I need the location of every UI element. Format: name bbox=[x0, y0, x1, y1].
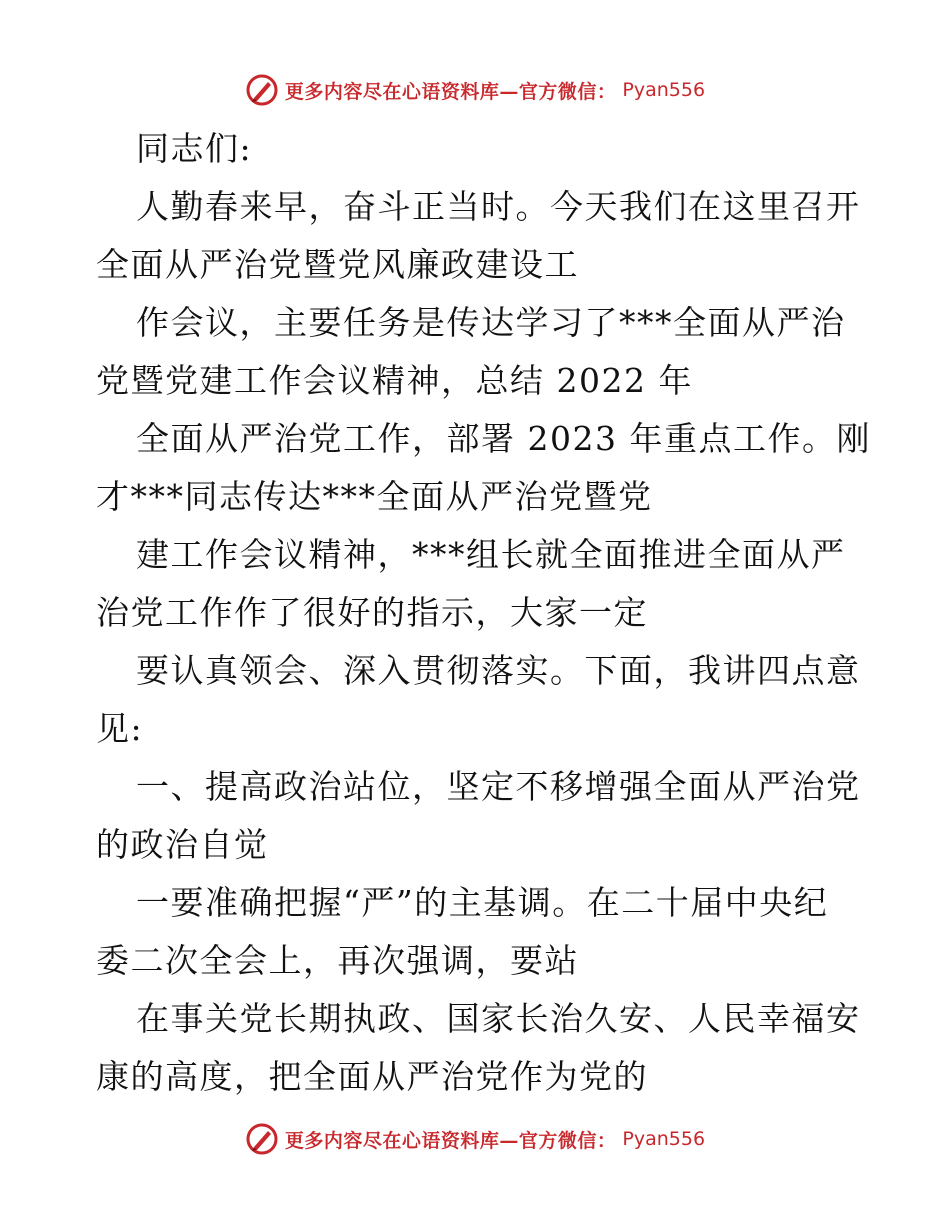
paragraph-line: 才***同志传达***全面从严治党暨党 bbox=[96, 477, 653, 516]
pen-logo-icon bbox=[245, 73, 279, 107]
watermark-handle: Pyan556 bbox=[622, 79, 706, 101]
watermark-footer bbox=[0, 1119, 950, 1159]
paragraph-line: 建工作会议精神，***组长就全面推进全面从严 bbox=[136, 535, 846, 574]
paragraph-line: 委二次全会上，再次强调，要站 bbox=[96, 941, 579, 980]
paragraph-line: 作会议，主要任务是传达学习了***全面从严治 bbox=[136, 303, 846, 342]
paragraph-line: 治党工作作了很好的指示，大家一定 bbox=[96, 593, 648, 632]
heading-line: 的政治自觉 bbox=[96, 825, 269, 864]
pen-logo-icon bbox=[245, 1122, 279, 1156]
watermark-handle: Pyan556 bbox=[622, 1128, 706, 1150]
paragraph-line: 同志们: bbox=[136, 129, 253, 168]
heading-line: 一、提高政治站位，坚定不移增强全面从严治党 bbox=[136, 767, 861, 806]
paragraph-line: 见: bbox=[96, 709, 144, 748]
speech-body bbox=[96, 120, 871, 1106]
paragraph-line: 全面从严治党暨党风廉政建设工 bbox=[96, 245, 579, 284]
watermark-header bbox=[0, 70, 950, 110]
paragraph-line: 人勤春来早，奋斗正当时。今天我们在这里召开 bbox=[136, 187, 861, 226]
paragraph-line: 党暨党建工作会议精神，总结 2022 年 bbox=[96, 361, 693, 400]
paragraph-line: 要认真领会、深入贯彻落实。下面，我讲四点意 bbox=[136, 651, 861, 690]
paragraph-line: 康的高度，把全面从严治党作为党的 bbox=[96, 1057, 648, 1096]
paragraph-line: 全面从严治党工作，部署 2023 年重点工作。刚 bbox=[136, 419, 871, 458]
watermark-text: 更多内容尽在心语资料库—官方微信： bbox=[284, 80, 617, 103]
paragraph-line: 在事关党长期执政、国家长治久安、人民幸福安 bbox=[136, 999, 861, 1038]
watermark-text: 更多内容尽在心语资料库—官方微信： bbox=[284, 1129, 617, 1152]
paragraph-line: 一要准确把握“严”的主基调。在二十届中央纪 bbox=[136, 883, 829, 922]
